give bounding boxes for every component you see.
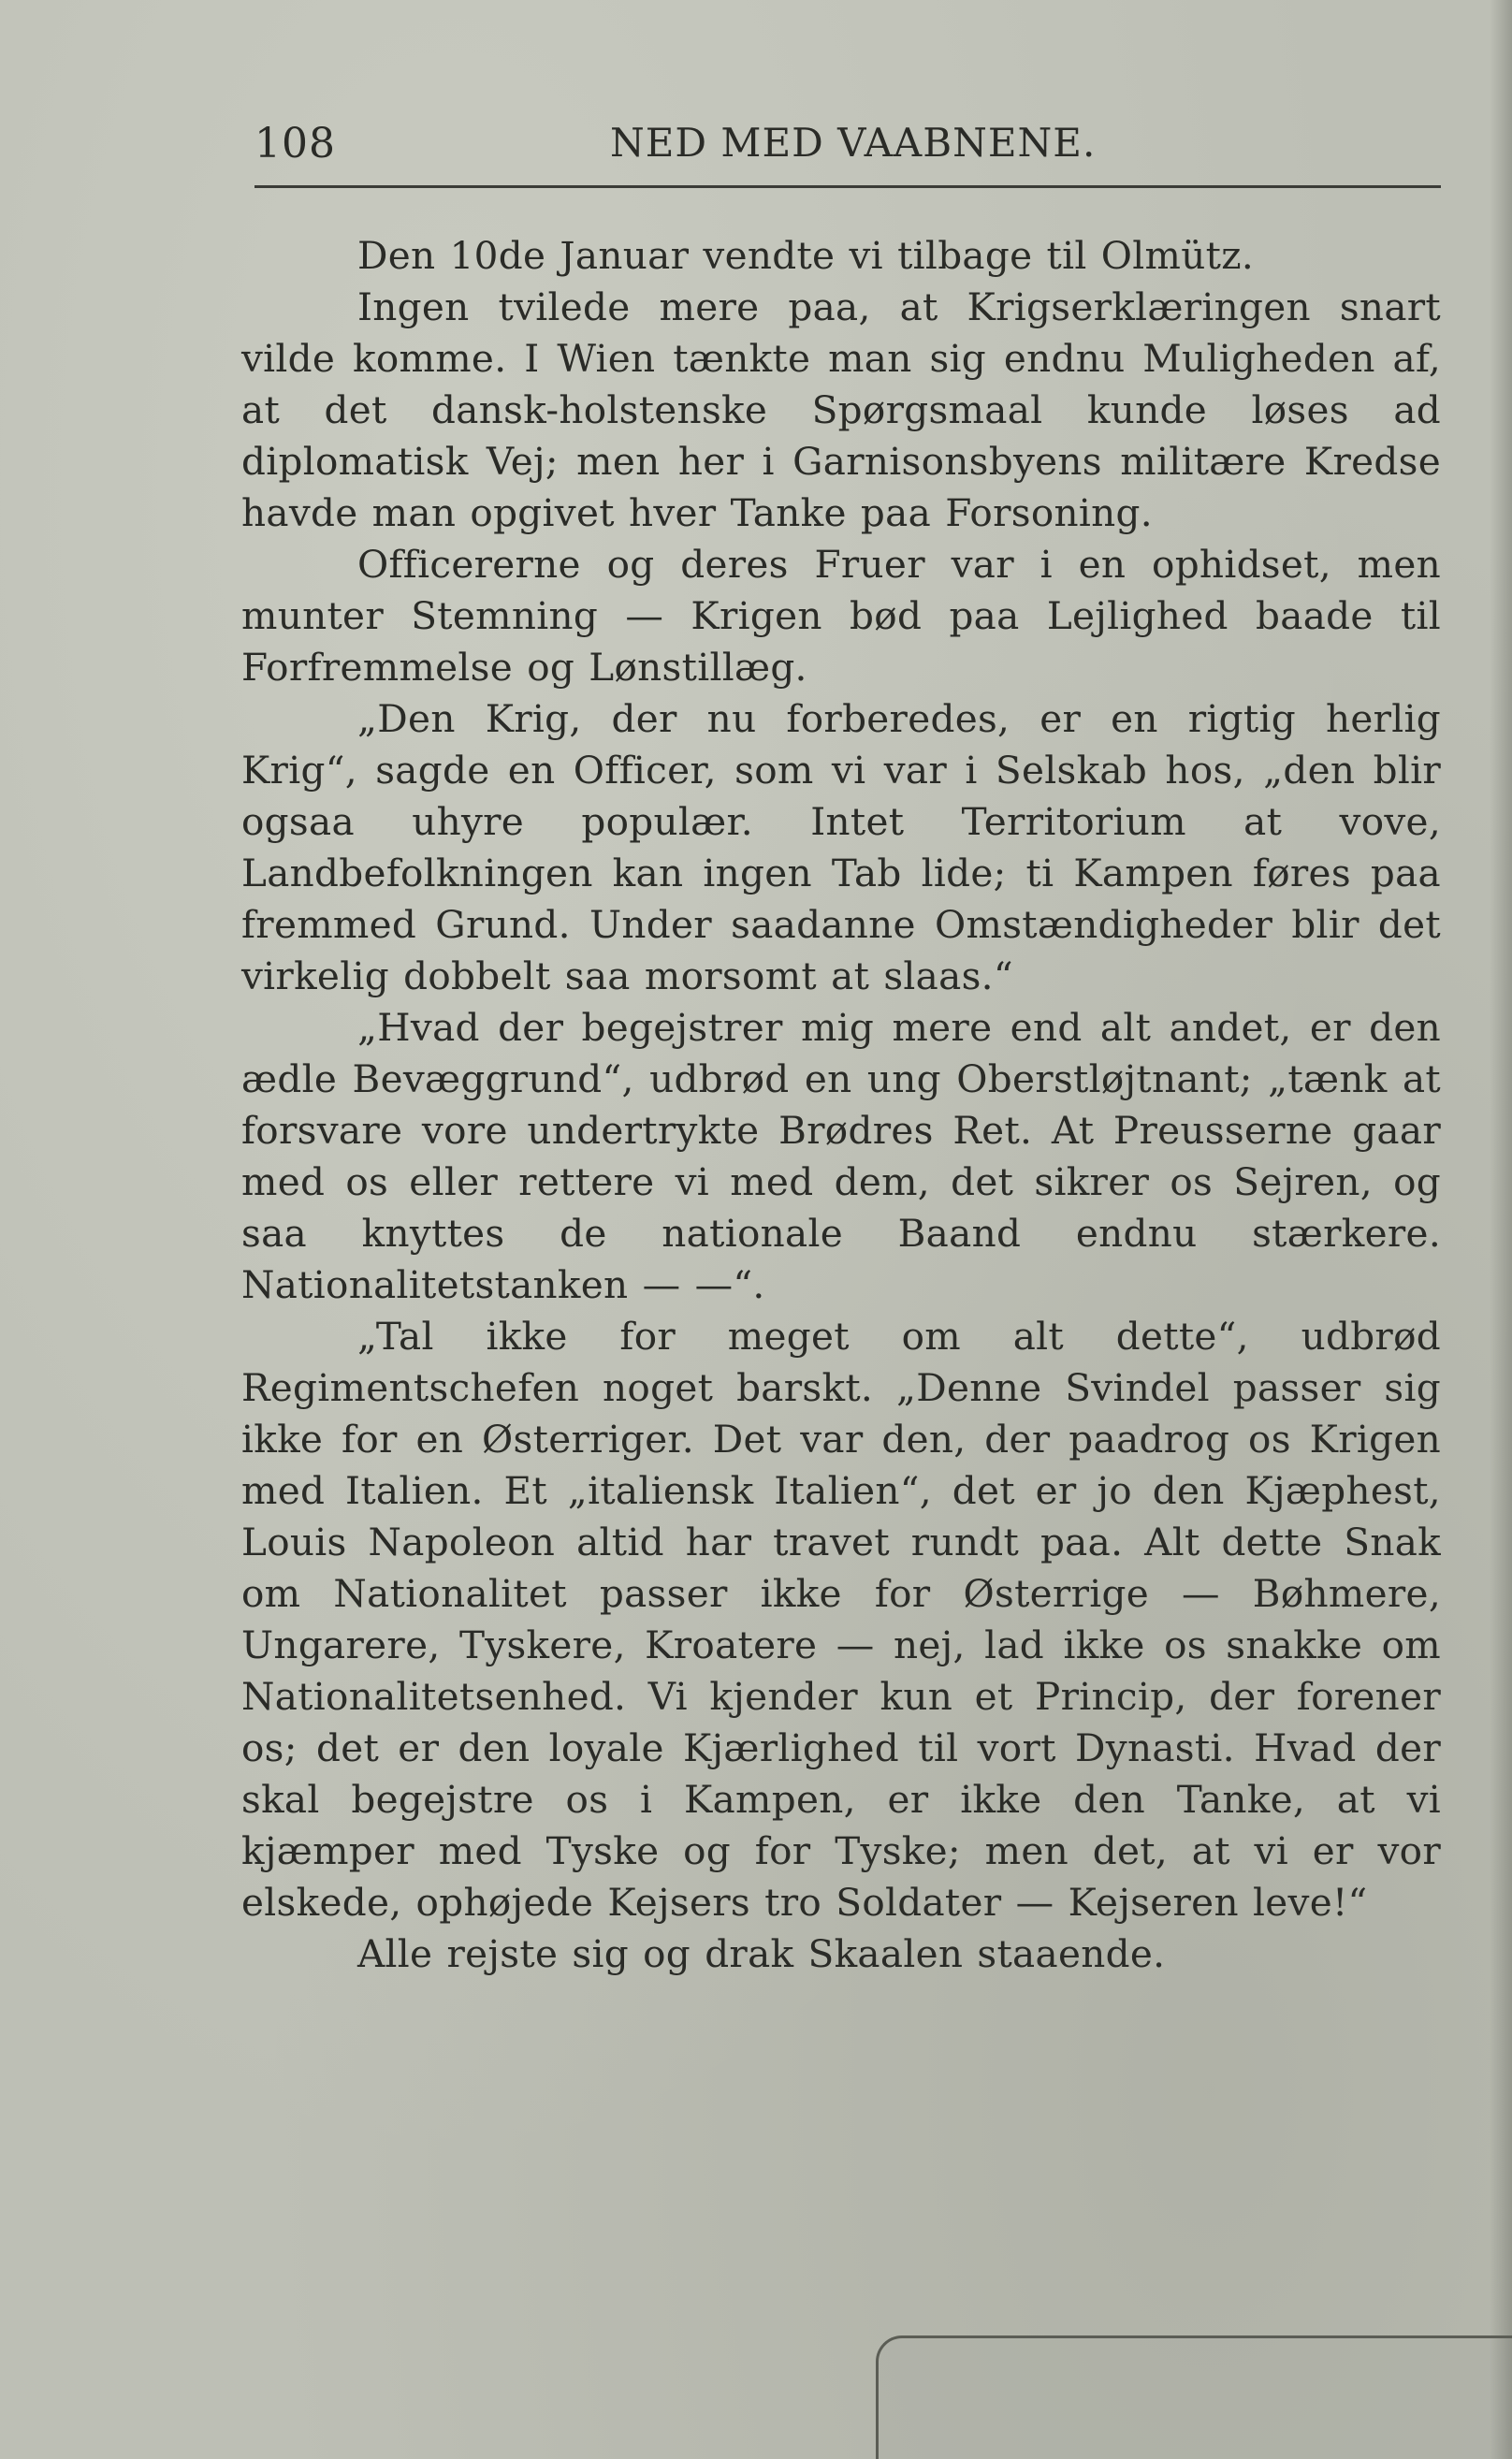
paragraph: „Tal ikke for meget om alt dette“, udbrød Regimentschefen noget barskt. „Denne Svindel passer sig ikke for en Østerriger. Det var den, der paadrog os Krigen med Italien. Et „italiensk Italien“, det er jo den Kjæphest, Louis Napoleon altid har travet rundt paa. Alt dette Snak om Nationalitet passer ikke for Østerrige — Bøhmere, Ungarere, Tyskere, Kroatere — nej, lad ikke os snakke om Nationalitetsenhed. Vi kjender kun et Princip, der forener os; det er den loyale Kjærlighed til vort Dynasti. Hvad der skal begejstre os i Kampen, er ikke den Tanke, at vi kjæmper med Tyske og for Tyske; men det, at vi er vor elskede, ophøjede Kejsers tro Soldater — Kejseren leve!“ [241, 1314, 1441, 1925]
library-label-box [876, 2335, 1512, 2459]
paragraph: Officererne og deres Fruer var i en ophidset, men munter Stemning — Krigen bød paa Lejlighed baade til Forfremmelse og Lønstillæg. [241, 542, 1441, 690]
paragraph: Den 10de Januar vendte vi tilbage til Olmütz. [357, 233, 1255, 278]
paragraph: Alle rejste sig og drak Skaalen staaende. [357, 1931, 1166, 1976]
page-number: 108 [254, 120, 336, 167]
page-header [254, 120, 1441, 176]
running-title: NED MED VAABNENE. [610, 120, 1097, 166]
paragraph: „Den Krig, der nu forberedes, er en rigtig herlig Krig“, sagde en Officer, som vi var i Selskab hos, „den blir ogsaa uhyre populær. Intet Territorium at vove, Landbefolkningen kan ingen Tab lide; ti Kampen føres paa fremmed Grund. Under saadanne Omstændigheder blir det virkelig dobbelt saa morsomt at slaas.“ [241, 696, 1441, 998]
header-rule [254, 185, 1441, 188]
paragraph: „Hvad der begejstrer mig mere end alt andet, er den ædle Bevæggrund“, udbrød en ung Oberstløjtnant; „tænk at forsvare vore undertrykte Brødres Ret. At Preusserne gaar med os eller rettere vi med dem, det sikrer os Sejren, og saa knyttes de nationale Baand endnu stærkere. Nationalitetstanken — —“. [241, 1005, 1441, 1307]
body-text [241, 230, 1441, 1980]
page-edge-shadow [1490, 0, 1512, 2459]
paragraph: Ingen tvilede mere paa, at Krigserklæringen snart vilde komme. I Wien tænkte man sig endnu Muligheden af, at det dansk-holstenske Spørgsmaal kunde løses ad diplomatisk Vej; men her i Garnisonsbyens militære Kredse havde man opgivet hver Tanke paa Forsoning. [241, 284, 1441, 535]
